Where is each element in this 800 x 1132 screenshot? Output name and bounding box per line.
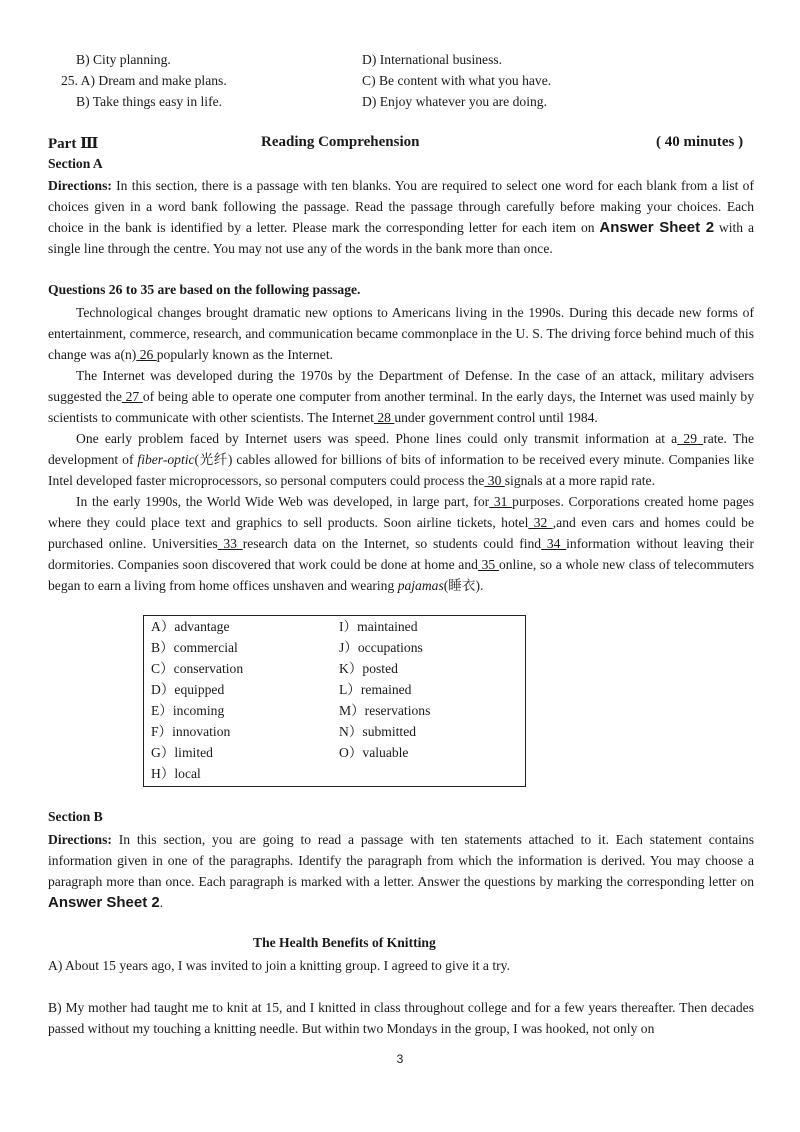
passage-paragraph: In the early 1990s, the World Wide Web was developed, in large part, for 31 purposes. Corporations created home pages where they could place text and graphics to sell products. Soon airline tickets, hotel 32 ,and even cars and homes could be purchased online. Universities 33 research data on the Internet, so students could find 34 information without leaving their dormitories. Companies soon discovered that work could be done at home and 35 online, so a whole new class of telecommuters began to earn a living from home offices unshaven and wearing pajamas(睡衣). (48, 494, 754, 593)
passage-paragraph: Technological changes brought dramatic new options to Americans living in the 1990s. During this decade new forms of entertainment, commerce, research, and communication became commonplace in the U. S. The driving force behind much of this change was a(n) 26 popularly known as the Internet. (48, 305, 754, 362)
word-bank-item: L）remained (339, 682, 412, 697)
word-bank-item: G）limited (151, 745, 213, 760)
word-bank-item: E）incoming (151, 703, 225, 718)
word-bank (143, 615, 526, 787)
directions-label: Directions: (48, 832, 112, 847)
directions-tail: with a single line through the centre. You may not use any of the words in the bank more than once. (48, 220, 754, 256)
part-label: Part Ⅲ (48, 136, 99, 152)
article-paragraph-b: B) My mother had taught me to knit at 15, and I knitted in class throughout college and for a few years thereafter. Then decades passed without my touching a knitting needle. But within two Mondays in the group, I was hooked, not only on (48, 1000, 754, 1036)
word-bank-item: K）posted (339, 661, 398, 676)
section-a-heading: Section A (48, 156, 103, 171)
option-25a: 25. A) Dream and make plans. (61, 73, 227, 88)
blank-28: 28 (373, 410, 395, 425)
blank-30: 30 (484, 473, 505, 488)
word-bank-item: H）local (151, 766, 201, 781)
word-bank-item: M）reservations (339, 703, 431, 718)
word-bank-item: J）occupations (339, 640, 423, 655)
part-title: Reading Comprehension (261, 134, 420, 150)
word-bank-item: A）advantage (151, 619, 230, 634)
word-bank-item: F）innovation (151, 724, 231, 739)
article-title: The Health Benefits of Knitting (253, 935, 436, 950)
option-25b: B) Take things easy in life. (76, 94, 223, 109)
passage-paragraph: One early problem faced by Internet users was speed. Phone lines could only transmit information at a 29 rate. The development of fiber-optic(光纤) cables allowed for billions of bits of information to be received every minute. Companies like Intel developed faster microprocessors, so personal computers could process the 30 signals at a more rapid rate. (48, 431, 755, 488)
blank-29: 29 (677, 431, 704, 446)
passage (48, 302, 754, 596)
part-time: ( 40 minutes ) (656, 134, 744, 150)
blank-33: 33 (217, 536, 243, 551)
blank-32: 32 (528, 515, 553, 530)
answer-sheet-label: Answer Sheet 2 (599, 219, 715, 236)
answer-sheet-label: Answer Sheet 2 (48, 894, 160, 911)
option-24b: B) City planning. (76, 52, 171, 67)
word-bank-item: N）submitted (339, 724, 417, 739)
word-bank-item: O）valuable (339, 745, 409, 760)
option-25c: C) Be content with what you have. (362, 73, 552, 88)
directions-text: In this section, there is a passage with ten blanks. You are required to select one word for each blank from a list of choices given in a word bank following the passage. Read the passage through carefully before making your choices. Each choice in the bank is identified by a letter. Please mark the corresponding letter for each item on (48, 178, 754, 235)
page-number: 3 (396, 1052, 404, 1066)
section-b-directions (48, 829, 754, 913)
word-bank-item: B）commercial (151, 640, 238, 655)
blank-27: 27 (121, 389, 143, 404)
word-bank-item: D）equipped (151, 682, 225, 697)
passage-paragraph: The Internet was developed during the 1970s by the Department of Defense. In the case of an attack, military advisers suggested the 27 of being able to operate one computer from another terminal. In the early days, the Internet was used mainly by scientists to communicate with other scientists. The Internet 28 under government control until 1984. (48, 368, 754, 425)
blank-34: 34 (541, 536, 567, 551)
directions-tail: . (159, 895, 164, 910)
blank-26: 26 (136, 347, 157, 362)
section-b-heading: Section B (48, 809, 103, 824)
word-bank-item: C）conservation (151, 661, 244, 676)
directions-text: In this section, you are going to read a passage with ten statements attached to it. Each statement contains information given in one of the paragraphs. Identify the paragraph from which the information is derived. You may choose a paragraph more than once. Each paragraph is marked with a letter. Answer the questions by marking the corresponding letter on (48, 832, 754, 889)
directions-label: Directions: (48, 178, 112, 193)
article-paragraph-a: A) About 15 years ago, I was invited to join a knitting group. I agreed to give it a try. (48, 958, 510, 973)
section-a-directions (48, 175, 754, 259)
word-bank-item: I）maintained (339, 619, 418, 634)
blank-35: 35 (477, 557, 499, 572)
option-25d: D) Enjoy whatever you are doing. (362, 94, 547, 109)
blank-31: 31 (489, 494, 513, 509)
questions-heading: Questions 26 to 35 are based on the following passage. (48, 282, 361, 297)
option-24d: D) International business. (362, 52, 503, 67)
